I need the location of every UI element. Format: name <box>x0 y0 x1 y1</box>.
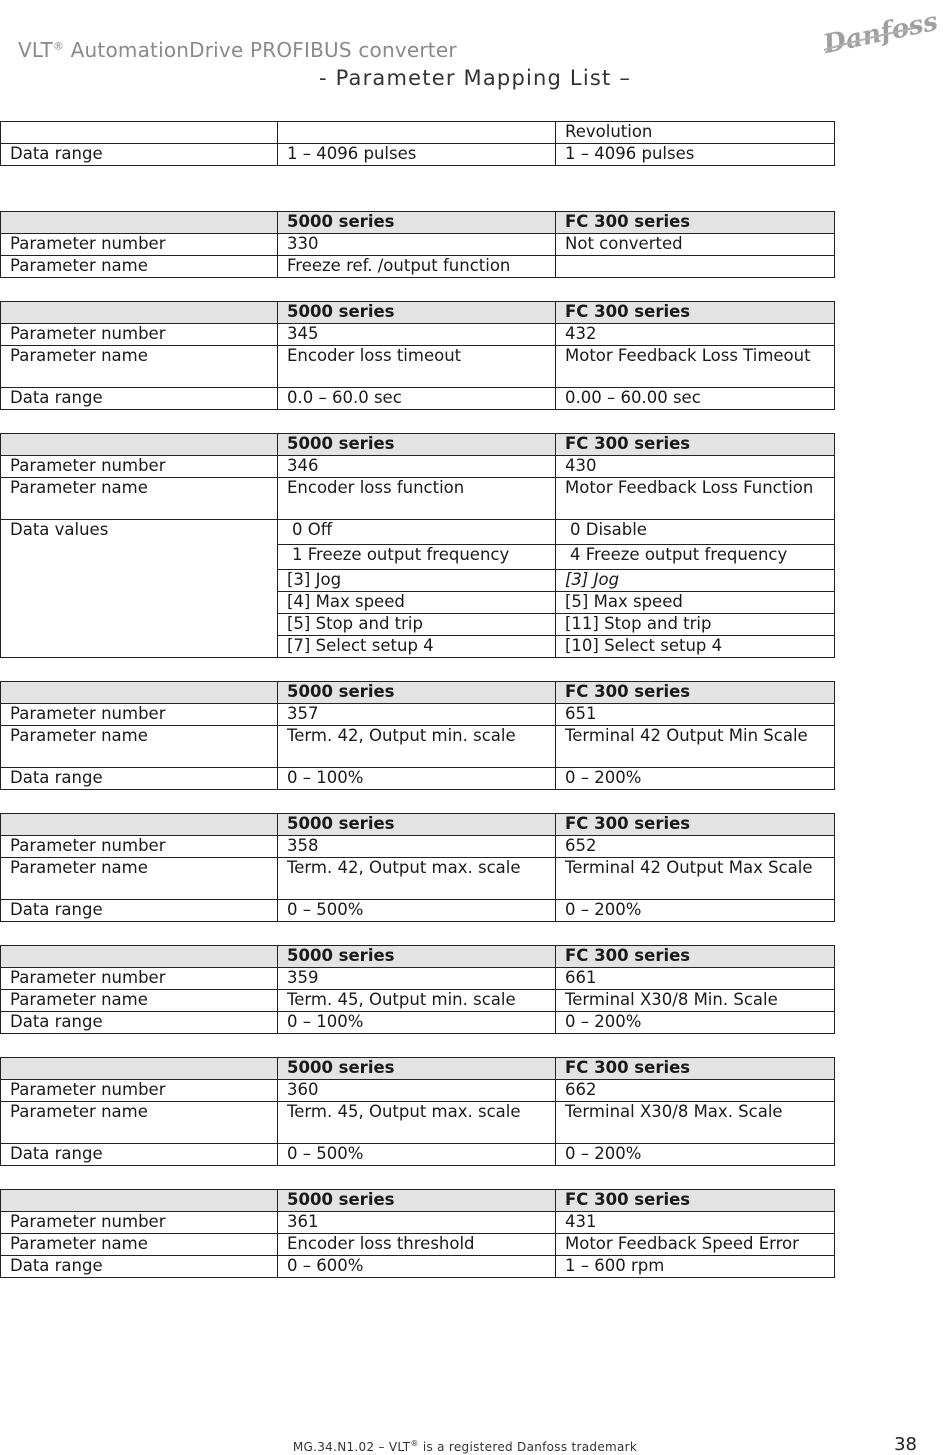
header-cell <box>1 212 278 234</box>
row-label: Data values <box>1 520 278 658</box>
footer-trademark: is a registered Danfoss trademark <box>418 1440 638 1454</box>
table-cell: Term. 45, Output min. scale <box>278 990 556 1012</box>
header-cell <box>1 946 278 968</box>
table-cell: [3] Jog <box>556 570 835 592</box>
table-cell: [7] Select setup 4 <box>278 636 556 658</box>
table-row <box>1 478 835 520</box>
table-row <box>1 858 835 900</box>
table-row <box>1 1144 835 1166</box>
table-cell: 0 – 600% <box>278 1256 556 1278</box>
table-row <box>1 1212 835 1234</box>
table-cell: Motor Feedback Speed Error <box>556 1234 835 1256</box>
table-cell <box>1 122 278 144</box>
table-cell: 0 – 200% <box>556 900 835 922</box>
header-cell: FC 300 series <box>556 212 835 234</box>
row-label: Parameter name <box>1 990 278 1012</box>
parameter-table-360 <box>0 1057 835 1166</box>
table-header-row <box>1 946 835 968</box>
table-row <box>1 836 835 858</box>
table-cell: 1 – 600 rpm <box>556 1256 835 1278</box>
table-cell: 430 <box>556 456 835 478</box>
table-cell: 652 <box>556 836 835 858</box>
row-label: Parameter name <box>1 256 278 278</box>
table-header-row <box>1 1058 835 1080</box>
document-title <box>18 38 457 62</box>
table-cell: 1 Freeze output frequency <box>278 545 556 570</box>
registered-mark: ® <box>52 39 65 53</box>
row-label: Data range <box>1 1144 278 1166</box>
table-cell: 0.0 – 60.0 sec <box>278 388 556 410</box>
row-label: Data range <box>1 900 278 922</box>
document-subtitle: - Parameter Mapping List – <box>318 66 632 90</box>
parameter-tables <box>0 121 836 1278</box>
header-cell <box>1 814 278 836</box>
row-label: Parameter name <box>1 858 278 900</box>
table-header-row <box>1 212 835 234</box>
table-row <box>1 1012 835 1034</box>
table-cell: Encoder loss function <box>278 478 556 520</box>
table-cell <box>556 256 835 278</box>
table-cell: Term. 45, Output max. scale <box>278 1102 556 1144</box>
table-cell: Encoder loss timeout <box>278 346 556 388</box>
header-cell <box>1 1058 278 1080</box>
parameter-table-359 <box>0 945 835 1034</box>
table-row <box>1 726 835 768</box>
table-row <box>1 900 835 922</box>
table-row <box>1 704 835 726</box>
table-cell: 0 – 100% <box>278 768 556 790</box>
row-label: Data range <box>1 768 278 790</box>
table-header-row <box>1 302 835 324</box>
header-cell: 5000 series <box>278 302 556 324</box>
title-prefix: VLT <box>18 38 53 62</box>
parameter-table-361 <box>0 1189 835 1278</box>
table-cell: [5] Max speed <box>556 592 835 614</box>
row-label: Parameter name <box>1 1234 278 1256</box>
svg-text:Danfoss: Danfoss <box>820 6 941 61</box>
table-row <box>1 122 835 144</box>
row-label: Parameter name <box>1 346 278 388</box>
row-label: Data range <box>1 1012 278 1034</box>
table-row <box>1 388 835 410</box>
table-header-row <box>1 434 835 456</box>
header-cell: FC 300 series <box>556 946 835 968</box>
table-cell: 0 – 500% <box>278 1144 556 1166</box>
table-header-row <box>1 1190 835 1212</box>
table-row <box>1 1102 835 1144</box>
parameter-table-346 <box>0 433 835 658</box>
table-cell: 360 <box>278 1080 556 1102</box>
table-cell: Revolution <box>556 122 835 144</box>
table-cell: 0 Off <box>278 520 556 545</box>
header-cell <box>1 1190 278 1212</box>
table-row <box>1 256 835 278</box>
table-cell: 1 – 4096 pulses <box>556 144 835 166</box>
header-cell: 5000 series <box>278 946 556 968</box>
row-label: Parameter number <box>1 704 278 726</box>
table-cell: 345 <box>278 324 556 346</box>
table-cell: [4] Max speed <box>278 592 556 614</box>
header-cell <box>1 682 278 704</box>
continuation-table <box>0 121 835 166</box>
registered-mark: ® <box>410 1439 419 1448</box>
table-cell: Data range <box>1 144 278 166</box>
header-cell: 5000 series <box>278 212 556 234</box>
table-cell: Not converted <box>556 234 835 256</box>
title-rest: AutomationDrive PROFIBUS converter <box>64 38 457 62</box>
table-cell: 357 <box>278 704 556 726</box>
row-label: Parameter number <box>1 1080 278 1102</box>
page-footer <box>0 1439 930 1454</box>
header-cell: FC 300 series <box>556 682 835 704</box>
parameter-table-357 <box>0 681 835 790</box>
table-row <box>1 768 835 790</box>
table-row <box>1 520 835 545</box>
table-row <box>1 144 835 166</box>
table-cell: 359 <box>278 968 556 990</box>
table-cell: 0 – 500% <box>278 900 556 922</box>
header-cell: 5000 series <box>278 1058 556 1080</box>
parameter-table-330 <box>0 211 835 278</box>
footer-doc-id: MG.34.N1.02 – VLT <box>292 1440 411 1454</box>
header-cell <box>1 302 278 324</box>
row-label: Parameter name <box>1 478 278 520</box>
table-cell: Term. 42, Output max. scale <box>278 858 556 900</box>
row-label: Data range <box>1 388 278 410</box>
header-cell: FC 300 series <box>556 1190 835 1212</box>
table-cell: Term. 42, Output min. scale <box>278 726 556 768</box>
table-row <box>1 324 835 346</box>
row-label: Parameter number <box>1 1212 278 1234</box>
table-cell: [3] Jog <box>278 570 556 592</box>
table-cell: [10] Select setup 4 <box>556 636 835 658</box>
danfoss-logo <box>818 6 941 61</box>
table-row <box>1 234 835 256</box>
table-cell: 0 – 100% <box>278 1012 556 1034</box>
table-row <box>1 456 835 478</box>
header-cell: FC 300 series <box>556 814 835 836</box>
table-row <box>1 1080 835 1102</box>
header-cell: FC 300 series <box>556 434 835 456</box>
table-cell: 661 <box>556 968 835 990</box>
table-row <box>1 968 835 990</box>
table-cell: Terminal 42 Output Max Scale <box>556 858 835 900</box>
table-cell: Terminal 42 Output Min Scale <box>556 726 835 768</box>
header-cell: 5000 series <box>278 1190 556 1212</box>
row-label: Parameter number <box>1 234 278 256</box>
table-cell: 0 – 200% <box>556 768 835 790</box>
table-cell: [11] Stop and trip <box>556 614 835 636</box>
table-cell: Motor Feedback Loss Function <box>556 478 835 520</box>
table-cell: 330 <box>278 234 556 256</box>
parameter-table-345 <box>0 301 835 410</box>
table-row <box>1 990 835 1012</box>
table-cell: 0 – 200% <box>556 1012 835 1034</box>
page-number: 38 <box>894 1434 917 1455</box>
table-cell: 431 <box>556 1212 835 1234</box>
row-label: Data range <box>1 1256 278 1278</box>
table-cell: 361 <box>278 1212 556 1234</box>
parameter-table-358 <box>0 813 835 922</box>
table-cell: 651 <box>556 704 835 726</box>
row-label: Parameter number <box>1 968 278 990</box>
table-header-row <box>1 814 835 836</box>
table-cell <box>278 122 556 144</box>
table-row <box>1 346 835 388</box>
table-cell: 346 <box>278 456 556 478</box>
table-cell: Motor Feedback Loss Timeout <box>556 346 835 388</box>
table-row <box>1 1256 835 1278</box>
table-cell: 1 – 4096 pulses <box>278 144 556 166</box>
header-cell: FC 300 series <box>556 1058 835 1080</box>
row-label: Parameter number <box>1 324 278 346</box>
header-cell: 5000 series <box>278 434 556 456</box>
table-cell: Terminal X30/8 Max. Scale <box>556 1102 835 1144</box>
table-cell: Terminal X30/8 Min. Scale <box>556 990 835 1012</box>
table-cell: 358 <box>278 836 556 858</box>
table-cell: 0 Disable <box>556 520 835 545</box>
header-cell: 5000 series <box>278 814 556 836</box>
table-header-row <box>1 682 835 704</box>
row-label: Parameter number <box>1 836 278 858</box>
table-cell: Encoder loss threshold <box>278 1234 556 1256</box>
table-cell: [5] Stop and trip <box>278 614 556 636</box>
table-cell: 0.00 – 60.00 sec <box>556 388 835 410</box>
table-cell: 432 <box>556 324 835 346</box>
row-label: Parameter number <box>1 456 278 478</box>
header-cell: FC 300 series <box>556 302 835 324</box>
table-cell: 4 Freeze output frequency <box>556 545 835 570</box>
table-cell: 0 – 200% <box>556 1144 835 1166</box>
row-label: Parameter name <box>1 726 278 768</box>
header-cell <box>1 434 278 456</box>
row-label: Parameter name <box>1 1102 278 1144</box>
header-cell: 5000 series <box>278 682 556 704</box>
table-cell: 662 <box>556 1080 835 1102</box>
table-cell: Freeze ref. /output function <box>278 256 556 278</box>
table-row <box>1 1234 835 1256</box>
